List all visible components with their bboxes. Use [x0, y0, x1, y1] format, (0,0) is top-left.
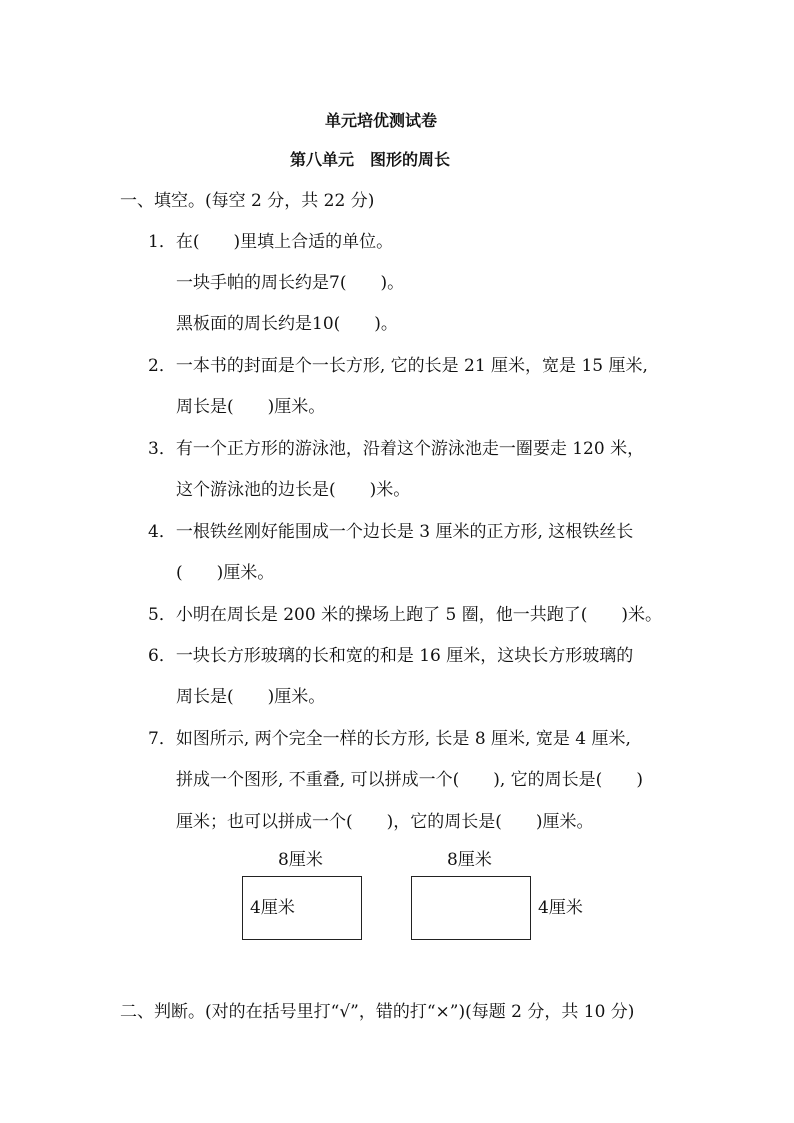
question-4-line-b: ( )厘米。: [176, 563, 275, 583]
rect2-width-label: 4厘米: [538, 898, 583, 918]
question-2: 2．一本书的封面是个一长方形, 它的长是 21 厘米，宽是 15 厘米,: [148, 356, 648, 376]
question-6: 6．一块长方形玻璃的长和宽的和是 16 厘米，这块长方形玻璃的: [148, 646, 634, 666]
question-7-line-c: 厘米；也可以拼成一个( )，它的周长是( )厘米。: [176, 812, 594, 832]
question-7-line-b: 拼成一个图形, 不重叠, 可以拼成一个( ), 它的周长是( ): [176, 770, 643, 790]
section-1-header: 一、填空。(每空 2 分，共 22 分): [120, 191, 375, 211]
question-7: 7．如图所示, 两个完全一样的长方形, 长是 8 厘米, 宽是 4 厘米,: [148, 729, 631, 749]
question-2-line-b: 周长是( )厘米。: [176, 397, 326, 417]
question-1-line-a: 一块手帕的周长约是7( )。: [176, 273, 405, 293]
rect1-width-label: 4厘米: [250, 898, 295, 918]
rect2-length-label: 8厘米: [447, 850, 492, 870]
page-subtitle: 第八单元 图形的周长: [290, 150, 451, 169]
page-title: 单元培优测试卷: [325, 111, 438, 130]
question-5: 5．小明在周长是 200 米的操场上跑了 5 圈，他一共跑了( )米。: [148, 605, 662, 625]
rect1-length-label: 8厘米: [278, 850, 323, 870]
rectangle-2: [411, 876, 531, 940]
question-4: 4．一根铁丝刚好能围成一个边长是 3 厘米的正方形, 这根铁丝长: [148, 522, 634, 542]
question-6-line-b: 周长是( )厘米。: [176, 687, 326, 707]
question-1: 1．在( )里填上合适的单位。: [148, 232, 394, 252]
section-2-header: 二、判断。(对的在括号里打“√”，错的打“×”)(每题 2 分，共 10 分): [120, 1002, 635, 1022]
question-3: 3．有一个正方形的游泳池，沿着这个游泳池走一圈要走 120 米，: [148, 439, 645, 459]
question-1-line-b: 黑板面的周长约是10( )。: [176, 314, 398, 334]
question-3-line-b: 这个游泳池的边长是( )米。: [176, 480, 411, 500]
